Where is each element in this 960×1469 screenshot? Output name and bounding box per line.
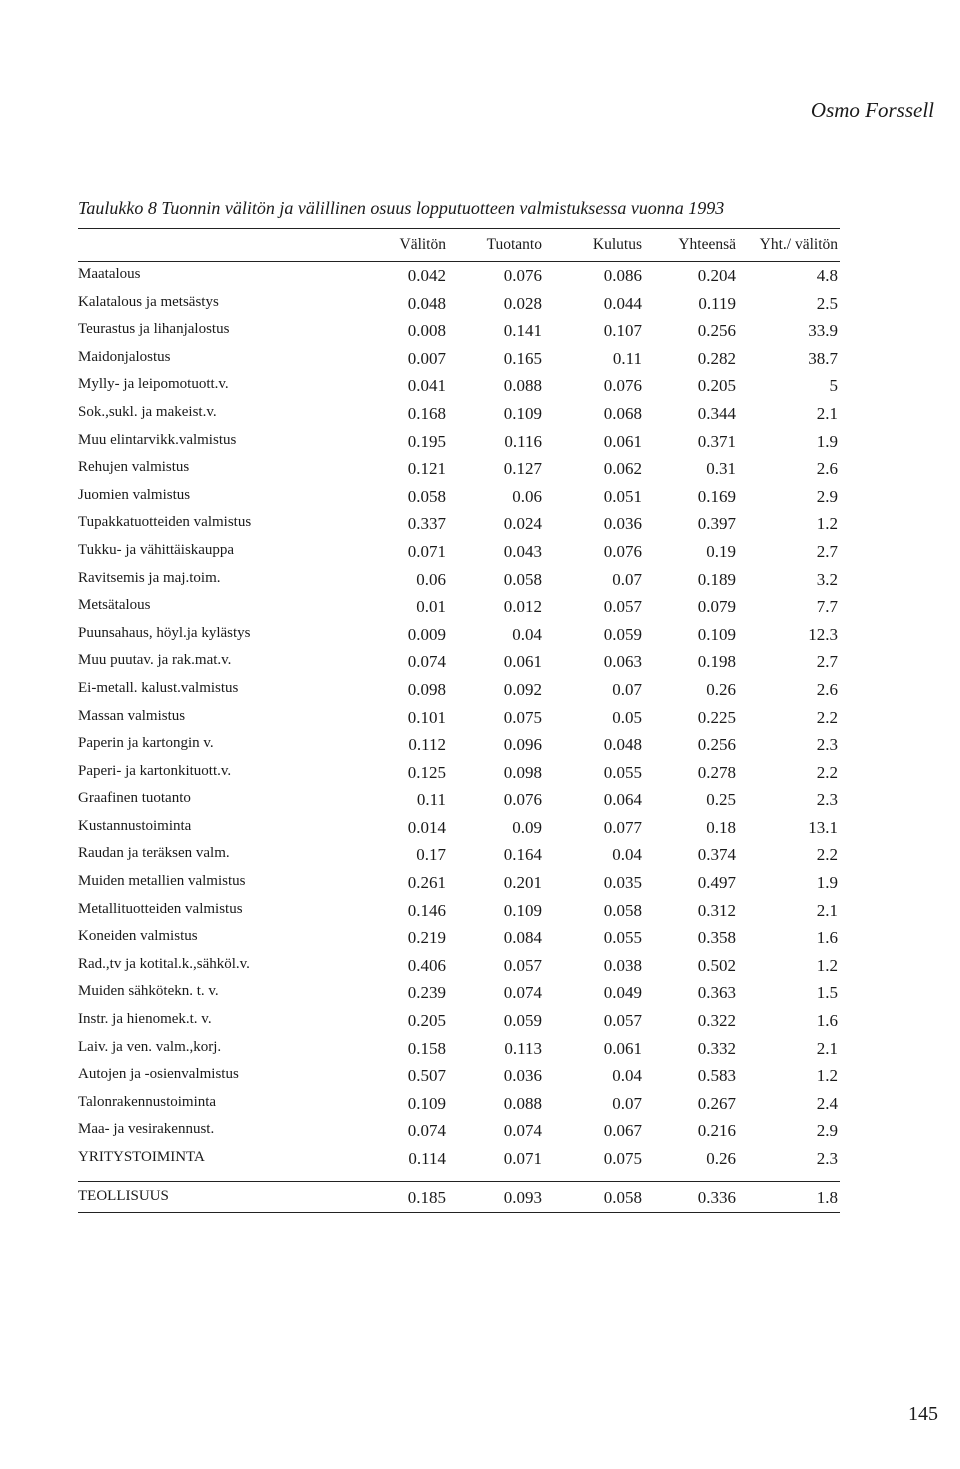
cell-tuotanto: 0.071: [503, 1149, 542, 1168]
cell-yht-valiton: 1.9: [816, 431, 838, 451]
page-number: 145: [908, 1403, 938, 1425]
cell-kulutus: 0.035: [603, 873, 642, 893]
cell-kulutus: 0.051: [603, 486, 642, 506]
cell-tuotanto: 0.088: [503, 376, 542, 396]
cell-valiton: 0.11: [416, 790, 446, 810]
row-label: Ei-metall. kalust.valmistus: [78, 679, 239, 696]
cell-tuotanto: 0.074: [503, 1121, 542, 1141]
cell-valiton: 0.101: [407, 707, 446, 727]
cell-kulutus: 0.068: [603, 403, 642, 423]
total-separator-rule: [78, 1181, 840, 1182]
cell-tuotanto: 0.043: [503, 541, 542, 561]
table-row: [78, 432, 840, 460]
cell-kulutus: 0.048: [603, 735, 642, 755]
table-row: [78, 570, 840, 598]
cell-yhteensa: 0.256: [697, 735, 736, 755]
cell-valiton: 0.219: [407, 928, 446, 948]
cell-yht-valiton: 12.3: [808, 624, 838, 644]
cell-tuotanto: 0.109: [503, 900, 542, 920]
table-caption: Taulukko 8 Tuonnin välitön ja välillinen osuus lopputuotteen valmistuksessa vuonna 1993: [78, 198, 725, 218]
cell-yhteensa: 0.26: [706, 1149, 736, 1168]
cell-yht-valiton: 2.3: [816, 790, 838, 810]
cell-kulutus: 0.077: [603, 817, 642, 837]
cell-valiton: 0.041: [407, 376, 446, 396]
table-row: [78, 349, 840, 377]
cell-tuotanto: 0.116: [504, 431, 542, 451]
cell-yhteensa: 0.312: [697, 900, 736, 920]
cell-kulutus: 0.063: [603, 652, 642, 672]
cell-yhteensa: 0.18: [706, 817, 736, 837]
cell-yht-valiton: 2.6: [816, 459, 838, 479]
cell-tuotanto: 0.092: [503, 679, 542, 699]
cell-yhteensa: 0.502: [697, 955, 736, 975]
cell-yhteensa: 0.216: [697, 1121, 736, 1141]
table-row: [78, 487, 840, 515]
cell-yht-valiton: 1.8: [816, 1188, 838, 1207]
cell-valiton: 0.168: [407, 403, 446, 423]
cell-yht-valiton: 1.2: [816, 514, 838, 534]
cell-yhteensa: 0.282: [697, 348, 736, 368]
cell-yhteensa: 0.169: [697, 486, 736, 506]
cell-yht-valiton: 2.1: [816, 1038, 838, 1058]
row-label: Talonrakennustoiminta: [78, 1093, 217, 1110]
cell-yhteensa: 0.189: [697, 569, 736, 589]
cell-tuotanto: 0.109: [503, 403, 542, 423]
row-label: TEOLLISUUS: [78, 1188, 169, 1204]
cell-valiton: 0.014: [407, 817, 446, 837]
cell-valiton: 0.406: [407, 955, 446, 975]
table-row: [78, 708, 840, 736]
row-label: Raudan ja teräksen valm.: [78, 845, 230, 862]
cell-tuotanto: 0.164: [503, 845, 542, 865]
cell-yhteensa: 0.079: [697, 597, 736, 617]
cell-yht-valiton: 7.7: [816, 597, 838, 617]
cell-valiton: 0.01: [416, 597, 446, 617]
table-row: [78, 873, 840, 901]
cell-yhteensa: 0.322: [697, 1011, 736, 1031]
cell-yhteensa: 0.31: [706, 459, 736, 479]
table-row: [78, 1094, 840, 1122]
cell-tuotanto: 0.024: [503, 514, 542, 534]
cell-kulutus: 0.059: [603, 624, 642, 644]
table-row: [78, 459, 840, 487]
cell-kulutus: 0.058: [603, 1188, 642, 1207]
row-label: Graafinen tuotanto: [78, 790, 191, 807]
cell-kulutus: 0.107: [603, 321, 642, 341]
cell-yht-valiton: 2.7: [816, 652, 838, 672]
row-label: Koneiden valmistus: [78, 928, 198, 945]
cell-tuotanto: 0.084: [503, 928, 542, 948]
cell-yht-valiton: 1.5: [816, 983, 838, 1003]
cell-valiton: 0.074: [407, 652, 446, 672]
cell-yhteensa: 0.119: [698, 293, 736, 313]
cell-kulutus: 0.067: [603, 1121, 642, 1141]
cell-kulutus: 0.061: [603, 431, 642, 451]
column-header-valiton: Välitön: [399, 236, 446, 253]
column-header-yht-valiton: Yht./ välitön: [759, 236, 838, 253]
row-label: Tukku- ja vähittäiskauppa: [78, 541, 235, 558]
cell-kulutus: 0.07: [612, 1093, 642, 1113]
cell-yhteensa: 0.583: [697, 1066, 736, 1086]
cell-yht-valiton: 2.6: [816, 679, 838, 699]
cell-yht-valiton: 2.7: [816, 541, 838, 561]
total-row: [78, 1188, 840, 1212]
cell-valiton: 0.205: [407, 1011, 446, 1031]
cell-valiton: 0.195: [407, 431, 446, 451]
table-row: [78, 321, 840, 349]
cell-kulutus: 0.055: [603, 928, 642, 948]
cell-yht-valiton: 5: [829, 376, 838, 396]
cell-tuotanto: 0.098: [503, 762, 542, 782]
cell-tuotanto: 0.058: [503, 569, 542, 589]
table-row: [78, 845, 840, 873]
cell-yht-valiton: 4.8: [816, 266, 838, 285]
column-header-yhteensa: Yhteensä: [678, 236, 736, 253]
cell-valiton: 0.239: [407, 983, 446, 1003]
header-rule: [78, 261, 840, 262]
cell-tuotanto: 0.036: [503, 1066, 542, 1086]
cell-yhteensa: 0.204: [697, 266, 736, 285]
row-label: Massan valmistus: [78, 707, 186, 724]
row-label: Maatalous: [78, 266, 141, 282]
cell-kulutus: 0.086: [603, 266, 642, 285]
row-label: Paperin ja kartongin v.: [78, 735, 214, 752]
cell-yhteensa: 0.267: [697, 1093, 736, 1113]
table-row: [78, 625, 840, 653]
cell-tuotanto: 0.012: [503, 597, 542, 617]
cell-valiton: 0.058: [407, 486, 446, 506]
cell-tuotanto: 0.096: [503, 735, 542, 755]
row-label: Paperi- ja kartonkituott.v.: [78, 762, 232, 779]
row-label: Tupakkatuotteiden valmistus: [78, 514, 252, 531]
cell-yht-valiton: 13.1: [808, 817, 838, 837]
row-label: Muu elintarvikk.valmistus: [78, 431, 237, 448]
cell-yht-valiton: 1.2: [816, 955, 838, 975]
cell-valiton: 0.048: [407, 293, 446, 313]
cell-valiton: 0.146: [407, 900, 446, 920]
table-row: [78, 928, 840, 956]
row-label: Metsätalous: [78, 597, 151, 614]
cell-kulutus: 0.058: [603, 900, 642, 920]
cell-valiton: 0.06: [416, 569, 446, 589]
cell-valiton: 0.007: [407, 348, 446, 368]
column-header-tuotanto: Tuotanto: [486, 236, 542, 253]
cell-valiton: 0.042: [407, 266, 446, 285]
table-row: [78, 901, 840, 929]
cell-yhteensa: 0.205: [697, 376, 736, 396]
author-name: Osmo Forssell: [810, 98, 934, 122]
cell-kulutus: 0.038: [603, 955, 642, 975]
cell-yht-valiton: 1.6: [816, 1011, 838, 1031]
cell-yht-valiton: 2.5: [816, 293, 838, 313]
table-row: [78, 404, 840, 432]
table-row: [78, 1011, 840, 1039]
cell-valiton: 0.507: [407, 1066, 446, 1086]
cell-kulutus: 0.076: [603, 376, 642, 396]
cell-yht-valiton: 2.9: [816, 1121, 838, 1141]
table-row: [78, 266, 840, 294]
table-row: [78, 294, 840, 322]
cell-yhteensa: 0.256: [697, 321, 736, 341]
cell-tuotanto: 0.141: [503, 321, 542, 341]
column-header-row: [78, 236, 840, 256]
cell-valiton: 0.071: [407, 541, 446, 561]
row-label: Muiden sähkötekn. t. v.: [78, 983, 219, 1000]
cell-valiton: 0.125: [407, 762, 446, 782]
row-label: YRITYSTOIMINTA: [78, 1149, 205, 1165]
cell-tuotanto: 0.127: [503, 459, 542, 479]
cell-valiton: 0.109: [407, 1093, 446, 1113]
row-label: Maidonjalostus: [78, 348, 171, 365]
cell-yht-valiton: 2.2: [816, 762, 838, 782]
table-row: [78, 956, 840, 984]
cell-yht-valiton: 2.1: [816, 900, 838, 920]
cell-yhteensa: 0.344: [697, 403, 736, 423]
table-row: [78, 1121, 840, 1149]
cell-tuotanto: 0.059: [503, 1011, 542, 1031]
cell-tuotanto: 0.113: [504, 1038, 542, 1058]
cell-valiton: 0.074: [407, 1121, 446, 1141]
cell-kulutus: 0.061: [603, 1038, 642, 1058]
cell-kulutus: 0.11: [612, 348, 642, 368]
bottom-rule: [78, 1212, 840, 1213]
row-label: Puunsahaus, höyl.ja kylästys: [78, 624, 251, 641]
row-label: Ravitsemis ja maj.toim.: [78, 569, 221, 586]
row-label: Muiden metallien valmistus: [78, 873, 246, 890]
cell-yht-valiton: 2.1: [816, 403, 838, 423]
table-row: [78, 735, 840, 763]
cell-kulutus: 0.064: [603, 790, 642, 810]
cell-yhteensa: 0.19: [706, 541, 736, 561]
table-row: [78, 376, 840, 404]
table-row: [78, 763, 840, 791]
top-rule: [78, 228, 840, 229]
cell-valiton: 0.114: [408, 1149, 446, 1168]
cell-tuotanto: 0.074: [503, 983, 542, 1003]
cell-yhteensa: 0.358: [697, 928, 736, 948]
row-label: Rehujen valmistus: [78, 459, 190, 476]
cell-yhteensa: 0.497: [697, 873, 736, 893]
cell-tuotanto: 0.088: [503, 1093, 542, 1113]
cell-tuotanto: 0.04: [512, 624, 542, 644]
cell-kulutus: 0.04: [612, 1066, 642, 1086]
cell-yht-valiton: 2.3: [816, 735, 838, 755]
cell-kulutus: 0.057: [603, 1011, 642, 1031]
cell-yhteensa: 0.109: [697, 624, 736, 644]
cell-tuotanto: 0.165: [503, 348, 542, 368]
cell-tuotanto: 0.076: [503, 266, 542, 285]
cell-tuotanto: 0.075: [503, 707, 542, 727]
cell-yhteensa: 0.26: [706, 679, 736, 699]
cell-yht-valiton: 2.9: [816, 486, 838, 506]
cell-yhteensa: 0.278: [697, 762, 736, 782]
cell-valiton: 0.158: [407, 1038, 446, 1058]
cell-yhteensa: 0.336: [697, 1188, 736, 1207]
cell-tuotanto: 0.028: [503, 293, 542, 313]
cell-yht-valiton: 38.7: [808, 348, 838, 368]
cell-tuotanto: 0.09: [512, 817, 542, 837]
cell-yhteensa: 0.25: [706, 790, 736, 810]
cell-yht-valiton: 2.2: [816, 707, 838, 727]
table-row: [78, 597, 840, 625]
table-row: [78, 983, 840, 1011]
row-label: Metallituotteiden valmistus: [78, 900, 243, 917]
table-row: [78, 652, 840, 680]
cell-yht-valiton: 2.3: [816, 1149, 838, 1168]
cell-yht-valiton: 1.2: [816, 1066, 838, 1086]
table-row: [78, 542, 840, 570]
table-row: [78, 1066, 840, 1094]
cell-kulutus: 0.057: [603, 597, 642, 617]
cell-valiton: 0.185: [407, 1188, 446, 1207]
table-row: [78, 1039, 840, 1067]
row-label: Kalatalous ja metsästys: [78, 293, 219, 310]
cell-valiton: 0.261: [407, 873, 446, 893]
cell-yht-valiton: 3.2: [816, 569, 838, 589]
cell-kulutus: 0.07: [612, 679, 642, 699]
cell-kulutus: 0.062: [603, 459, 642, 479]
row-label: Laiv. ja ven. valm.,korj.: [78, 1038, 222, 1055]
cell-valiton: 0.008: [407, 321, 446, 341]
cell-kulutus: 0.036: [603, 514, 642, 534]
cell-valiton: 0.098: [407, 679, 446, 699]
cell-yht-valiton: 1.6: [816, 928, 838, 948]
cell-kulutus: 0.04: [612, 845, 642, 865]
cell-tuotanto: 0.061: [503, 652, 542, 672]
cell-kulutus: 0.07: [612, 569, 642, 589]
row-label: Kustannustoiminta: [78, 817, 192, 834]
table-row: [78, 514, 840, 542]
row-label: Muu puutav. ja rak.mat.v.: [78, 652, 232, 669]
table-row: [78, 818, 840, 846]
cell-yht-valiton: 2.4: [816, 1093, 838, 1113]
table-row: [78, 680, 840, 708]
cell-tuotanto: 0.076: [503, 790, 542, 810]
cell-yht-valiton: 1.9: [816, 873, 838, 893]
cell-yhteensa: 0.371: [697, 431, 736, 451]
row-label: Mylly- ja leipomotuott.v.: [78, 376, 229, 393]
cell-kulutus: 0.044: [603, 293, 642, 313]
row-label: Autojen ja -osienvalmistus: [78, 1066, 239, 1083]
cell-yht-valiton: 2.2: [816, 845, 838, 865]
cell-yhteensa: 0.363: [697, 983, 736, 1003]
table-row: [78, 1149, 840, 1177]
row-label: Instr. ja hienomek.t. v.: [78, 1011, 212, 1028]
cell-yht-valiton: 33.9: [808, 321, 838, 341]
row-label: Juomien valmistus: [78, 486, 191, 503]
column-header-kulutus: Kulutus: [592, 236, 642, 253]
cell-tuotanto: 0.093: [503, 1188, 542, 1207]
cell-yhteensa: 0.332: [697, 1038, 736, 1058]
cell-yhteensa: 0.198: [697, 652, 736, 672]
cell-kulutus: 0.076: [603, 541, 642, 561]
cell-yhteensa: 0.397: [697, 514, 736, 534]
cell-tuotanto: 0.201: [503, 873, 542, 893]
row-label: Sok.,sukl. ja makeist.v.: [78, 403, 217, 420]
cell-tuotanto: 0.06: [512, 486, 542, 506]
cell-valiton: 0.337: [407, 514, 446, 534]
cell-kulutus: 0.049: [603, 983, 642, 1003]
cell-tuotanto: 0.057: [503, 955, 542, 975]
cell-kulutus: 0.075: [603, 1149, 642, 1168]
row-label: Teurastus ja lihanjalostus: [78, 321, 230, 338]
cell-yhteensa: 0.225: [697, 707, 736, 727]
row-label: Rad.,tv ja kotital.k.,sähköl.v.: [78, 955, 250, 972]
table-body: [78, 266, 840, 1177]
cell-kulutus: 0.055: [603, 762, 642, 782]
row-label: Maa- ja vesirakennust.: [78, 1121, 215, 1138]
cell-valiton: 0.121: [407, 459, 446, 479]
cell-valiton: 0.112: [408, 735, 446, 755]
cell-yhteensa: 0.374: [697, 845, 736, 865]
cell-kulutus: 0.05: [612, 707, 642, 727]
table-row: [78, 790, 840, 818]
cell-valiton: 0.009: [407, 624, 446, 644]
cell-valiton: 0.17: [416, 845, 446, 865]
